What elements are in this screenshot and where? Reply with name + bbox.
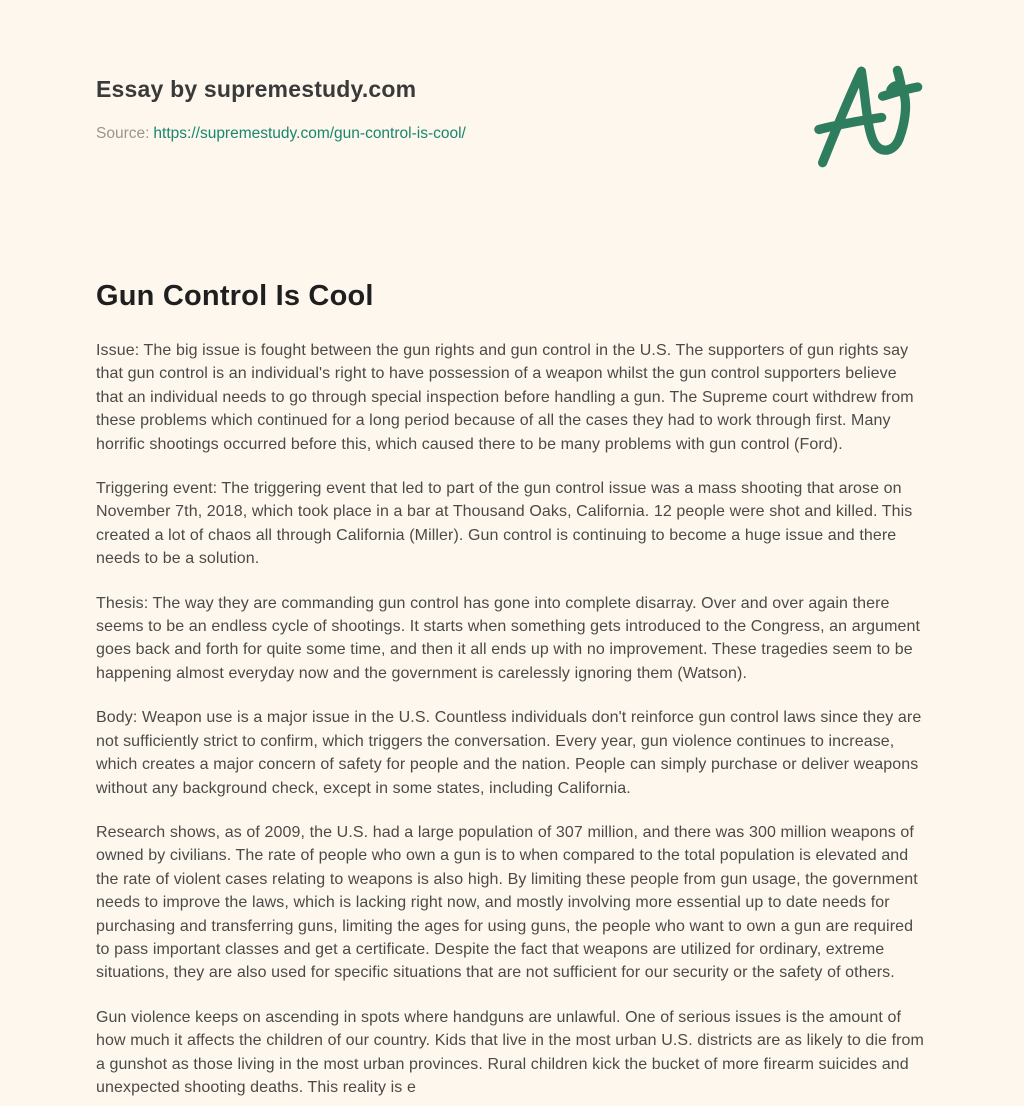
essay-content [96,280,928,1099]
header-title: Essay by supremestudy.com [96,76,417,102]
page-header [96,70,928,176]
essay-paragraph: Body: Weapon use is a major issue in the U.S. Countless individuals don't reinforce gun control laws since they are not sufficiently strict to confirm, which triggers the conversation. Every year, gun violence continues to increase, which creates a major concern of safety for people and the nation. People can simply purchase or deliver weapons without any background check, except in some states, including California. [96,709,922,797]
source-label: Source: [96,125,150,142]
essay-title: Gun Control Is Cool [96,280,374,312]
source-link[interactable]: https://supremestudy.com/gun-control-is-cool/ [153,125,466,142]
essay-body [96,339,928,1099]
a-plus-logo-icon [806,58,926,176]
header-text-block [96,70,466,143]
essay-paragraph: Gun violence keeps on ascending in spots where handguns are unlawful. One of serious issues is the amount of how much it affects the children of our country. Kids that live in the most urban U.S. districts are as likely to die from a gunshot as those living in the most urban provinces. Rural children kick the bucket of more firearm suicides and unexpected shooting deaths. This reality is e [96,1008,924,1096]
source-line [96,125,466,143]
essay-paragraph: Thesis: The way they are commanding gun control has gone into complete disarray. Over and over again there seems to be an endless cycle of shootings. It starts when something gets introduced to the Congress, an argument goes back and forth for quite some time, and then it all ends up with no improvement. These tragedies seem to be happening almost everyday now and the government is carelessly ignoring them (Watson). [96,594,921,682]
essay-paragraph: Issue: The big issue is fought between the gun rights and gun control in the U.S. The supporters of gun rights say that gun control is an individual's right to have possession of a weapon whilst the gun control supporters believe that an individual needs to go through special inspection before handling a gun. The Supreme court withdrew from these problems which continued for a long period because of all the cases they had to work through first. Many horrific shootings occurred before this, which caused there to be many problems with gun control (Ford). [96,342,914,453]
essay-paragraph: Triggering event: The triggering event that led to part of the gun control issue was a mass shooting that arose on November 7th, 2018, which took place in a bar at Thousand Oaks, California. 12 people were shot and killed. This created a lot of chaos all through California (Miller). Gun control is continuing to become a huge issue and there needs to be a solution. [96,480,913,568]
essay-paragraph: Research shows, as of 2009, the U.S. had a large population of 307 million, and there was 300 million weapons of owned by civilians. The rate of people who own a gun is to when compared to the total population is elevated and the rate of violent cases relating to weapons is also high. By limiting these people from gun usage, the government needs to improve the laws, which is lacking right now, and mostly involving more essential up to date needs for purchasing and transferring guns, limiting the ages for using guns, the people who want to own a gun are required to pass important classes and get a certificate. Despite the fact that weapons are utilized for ordinary, extreme situations, they are also used for specific situations that are not sufficient for our security or the safety of others. [96,823,918,982]
